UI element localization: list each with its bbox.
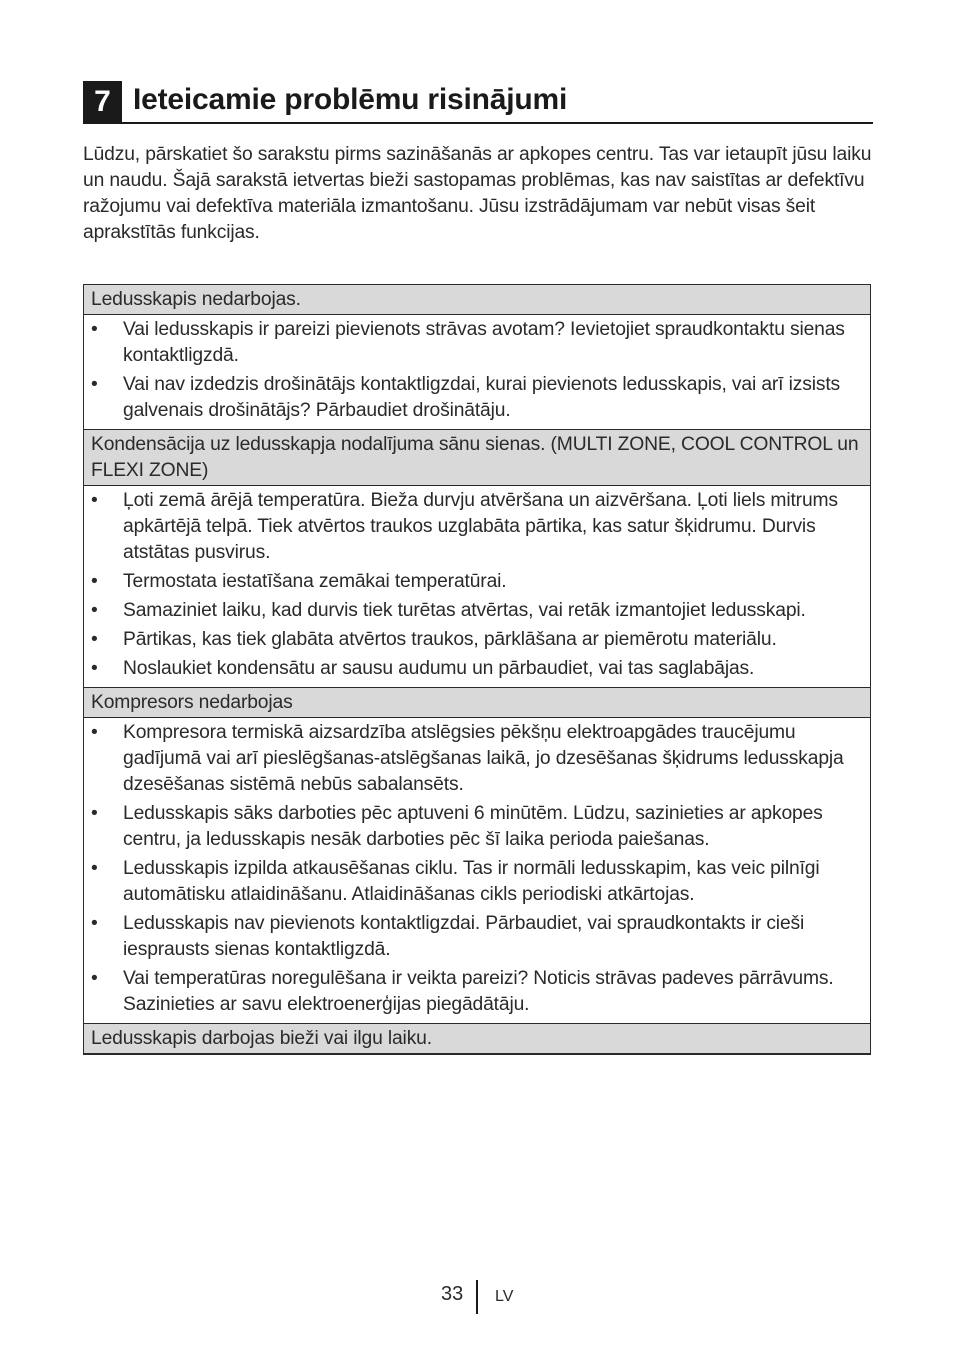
list-item [84,317,866,369]
solution-list [84,720,866,1018]
solution-list [84,317,866,424]
section-number: 7 [83,81,122,122]
problem-heading: Ledusskapis darbojas bieži vai ilgu laiku. [84,1024,870,1054]
solution-list [84,488,866,682]
page-title: Ieteicamie problēmu risinājumi [133,83,568,116]
list-item [84,966,866,1018]
list-item [84,656,866,682]
intro-paragraph: Lūdzu, pārskatiet šo sarakstu pirms sazināšanās ar apkopes centru. Tas var ietaupīt jūsu laiku un naudu. Šajā sarakstā ietvertas bieži sastopamas problēmas, kas nav saistītas ar defektīvu ražojumu vai defektīva materiāla izmantošanu. Jūsu izstrādājumam var nebūt visas šeit aprakstītās funkcijas. [83,144,872,243]
list-item [84,627,866,653]
bullet-icon: • [91,374,98,395]
solution-text: Vai nav izdedzis drošinātājs kontaktligzdai, kurai pievienots ledusskapis, vai arī izsists galvenais drošinātājs? Pārbaudiet drošinātāju. [123,374,841,421]
problem-solutions [84,486,870,688]
section-heading [83,79,873,124]
bullet-icon: • [91,319,98,340]
bullet-icon: • [91,913,98,934]
list-item [84,598,866,624]
solution-text: Ledusskapis izpilda atkausēšanas ciklu. Tas ir normāli ledusskapim, kas veic pilnīgi automātisku atlaidināšanu. Atlaidināšanas cikls periodiski atkārtojas. [123,858,820,905]
problem-heading: Kompresors nedarbojas [84,688,870,718]
list-item [84,372,866,424]
solution-text: Vai ledusskapis ir pareizi pievienots strāvas avotam? Ievietojiet spraudkontaktu sienas kontaktligzdā. [123,319,845,366]
list-item [84,488,866,566]
page-number: 33 [441,1283,464,1305]
list-item [84,720,866,798]
solution-text: Pārtikas, kas tiek glabāta atvērtos traukos, pārklāšana ar piemērotu materiālu. [123,629,777,650]
solution-text: Ļoti zemā ārējā temperatūra. Bieža durvju atvēršana un aizvēršana. Ļoti liels mitrums apkārtējā telpā. Tiek atvērtos traukos uzglabāta pārtika, kas satur šķidrumu. Durvis atstātas pusvirus. [123,490,838,563]
bullet-icon: • [91,490,98,511]
bullet-icon: • [91,858,98,879]
page-footer [0,1280,954,1316]
problem-heading: Ledusskapis nedarbojas. [84,285,870,315]
bullet-icon: • [91,968,98,989]
solution-text: Samaziniet laiku, kad durvis tiek turētas atvērtas, vai retāk izmantojiet ledusskapi. [123,600,806,621]
bullet-icon: • [91,571,98,592]
language-code: LV [495,1288,514,1305]
list-item [84,801,866,853]
solution-text: Ledusskapis nav pievienots kontaktligzdai. Pārbaudiet, vai spraudkontakts ir cieši iesprausts sienas kontaktligzdā. [123,913,805,960]
bullet-icon: • [91,629,98,650]
problem-heading: Kondensācija uz ledusskapja nodalījuma sānu sienas. (MULTI ZONE, COOL CONTROL un FLEXI ZONE) [84,430,870,486]
footer-divider [476,1280,478,1314]
list-item [84,569,866,595]
solution-text: Termostata iestatīšana zemākai temperatūrai. [123,571,507,592]
list-item [84,856,866,908]
solution-text: Ledusskapis sāks darboties pēc aptuveni 6 minūtēm. Lūdzu, sazinieties ar apkopes centru, ja ledusskapis nesāk darboties pēc šī laika perioda paiešanas. [123,803,823,850]
list-item [84,911,866,963]
solution-text: Vai temperatūras noregulēšana ir veikta pareizi? Noticis strāvas padeves pārrāvums. Sazinieties ar savu elektroenerģijas piegādātāju. [123,968,834,1015]
solution-text: Kompresora termiskā aizsardzība atslēgsies pēkšņu elektroapgādes traucējumu gadījumā vai arī pieslēgšanas-atslēgšanas laikā, jo dzesēšanas šķidrums ledusskapja dzesēšanas sistēmā nebūs sabalansēts. [123,722,844,795]
problem-solutions [84,315,870,430]
bullet-icon: • [91,722,98,743]
solution-text: Noslaukiet kondensātu ar sausu audumu un pārbaudiet, vai tas saglabājas. [123,658,755,679]
problem-solutions [84,718,870,1024]
bullet-icon: • [91,658,98,679]
bullet-icon: • [91,803,98,824]
bullet-icon: • [91,600,98,621]
troubleshooting-table [83,284,871,1055]
